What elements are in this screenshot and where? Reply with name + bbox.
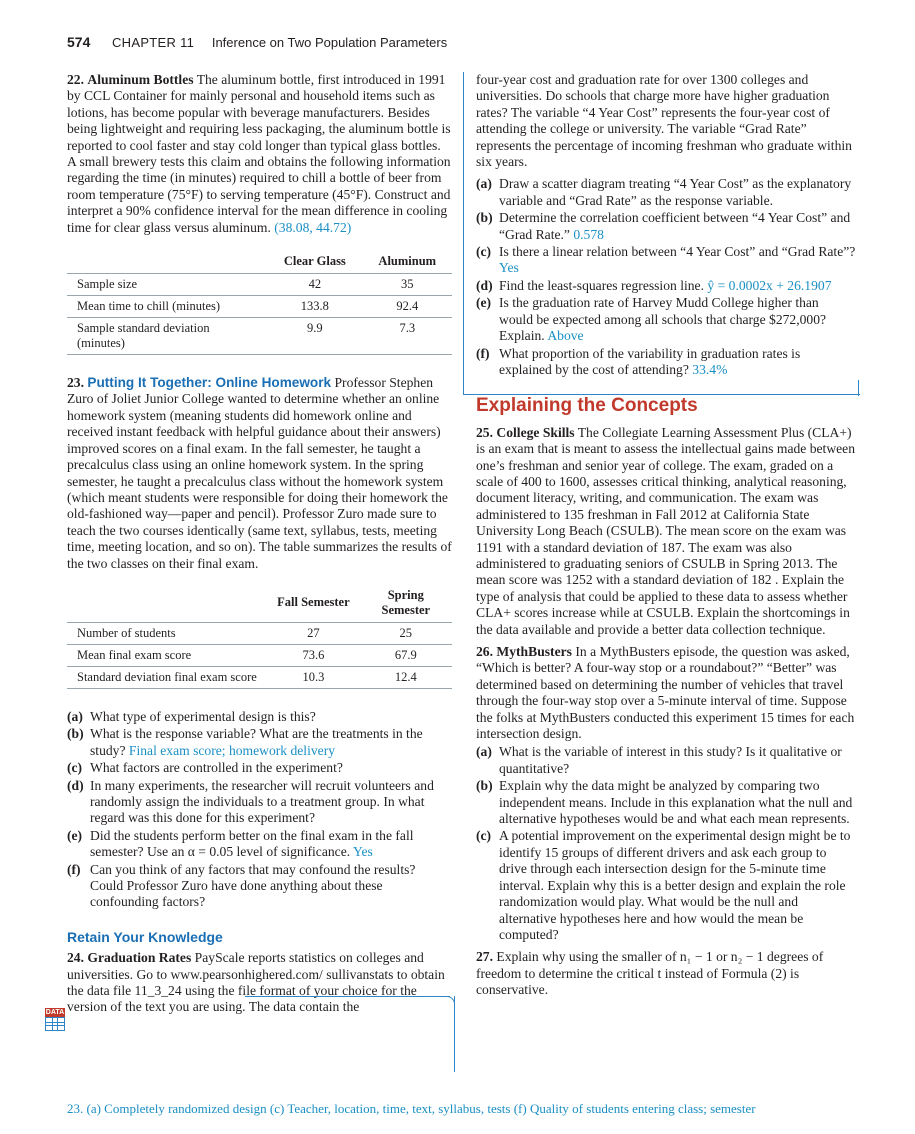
table-cell: 7.3 bbox=[363, 318, 453, 355]
list-item bbox=[67, 726, 452, 759]
part-tag: (c) bbox=[476, 244, 492, 260]
part-tag: (d) bbox=[476, 277, 493, 293]
problem-24-title: Graduation Rates bbox=[87, 950, 192, 966]
problem-23 bbox=[67, 375, 452, 572]
part-answer: Above bbox=[547, 328, 584, 344]
part-text: Draw a scatter diagram treating “4 Year Cost” as the explanatory variable and “Grad Rate” as the response variable. bbox=[499, 176, 852, 208]
table-cell: Mean final exam score bbox=[67, 644, 267, 666]
table-header-cell: Clear Glass bbox=[283, 254, 346, 269]
problem-27 bbox=[476, 949, 856, 998]
table-cell: 67.9 bbox=[360, 644, 452, 666]
table-cell: 42 bbox=[267, 274, 362, 296]
table-cell: 73.6 bbox=[267, 644, 359, 666]
part-text: Find the least-squares regression line. bbox=[499, 277, 704, 293]
part-text: Did the students perform better on the final exam in the fall semester? Use an α = 0.05 level of significance. bbox=[90, 827, 414, 860]
table-cell: 133.8 bbox=[267, 296, 362, 318]
part-text: What type of experimental design is this? bbox=[90, 708, 316, 724]
table-cell: 25 bbox=[360, 622, 452, 644]
table-row bbox=[67, 318, 452, 355]
problem-25-title: College Skills bbox=[496, 424, 575, 440]
table-cell: 27 bbox=[267, 622, 359, 644]
problem-26-parts bbox=[476, 744, 856, 943]
retain-your-knowledge bbox=[67, 929, 452, 1016]
problem-24-parts bbox=[476, 176, 856, 378]
part-tag: (b) bbox=[476, 210, 493, 226]
problem-24-text-right: four-year cost and graduation rate for over 1300 colleges and universities. Do schools that charge more have higher graduation rates? The variable “4 Year Cost” represents the four-year cost of attending the college or university. The variable “Grad Rate” represents the percentage of incoming freshman who graduate within six years. bbox=[476, 72, 852, 170]
table-cell: 12.4 bbox=[360, 666, 452, 688]
list-item bbox=[476, 278, 856, 294]
problem-24-continued bbox=[476, 72, 856, 170]
part-tag: (c) bbox=[476, 828, 492, 844]
table-header-cell: Spring Semester bbox=[381, 587, 431, 617]
running-header bbox=[67, 34, 447, 50]
list-item bbox=[476, 210, 856, 243]
table-row bbox=[67, 622, 452, 644]
problem-26-number: 26. bbox=[476, 644, 493, 659]
part-tag: (c) bbox=[67, 760, 83, 776]
table-cell: Mean time to chill (minutes) bbox=[67, 296, 267, 318]
part-text: Determine the correlation coefficient between “4 Year Cost” and “Grad Rate.” bbox=[499, 210, 851, 242]
part-text: A potential improvement on the experimental design might be to identify 15 groups of different drivers and ask each group to drive through each intersection design for the 5-minute time interval. Explain why this is a better design and explain the role randomization would play. What would be the null and alternative hypotheses here and how would the mean be computed? bbox=[499, 828, 851, 942]
table-cell: Standard deviation final exam score bbox=[67, 666, 267, 688]
retain-box-right-side-line bbox=[463, 72, 466, 394]
table-cell: 10.3 bbox=[267, 666, 359, 688]
part-tag: (b) bbox=[67, 726, 84, 742]
list-item bbox=[476, 346, 856, 379]
problem-24-start bbox=[67, 950, 452, 1016]
part-tag: (d) bbox=[67, 777, 84, 793]
part-answer: Final exam score; homework delivery bbox=[128, 742, 336, 758]
part-tag: (a) bbox=[476, 744, 492, 760]
table-cell: Sample size bbox=[67, 274, 267, 296]
problem-27-text: Explain why using the smaller of n₁ − 1 or n₂ − 1 degrees of freedom to determine the critical t instead of Formula (2) is conservative. bbox=[476, 949, 824, 998]
table-cell: Sample standard deviation (minutes) bbox=[67, 318, 267, 355]
table-header-cell bbox=[67, 584, 267, 623]
problem-23-number: 23. bbox=[67, 375, 84, 391]
page-number: 574 bbox=[67, 34, 91, 50]
answer-footer: 23. (a) Completely randomized design (c) Teacher, location, time, text, syllabus, tests (f) Quality of students entering class; semester bbox=[67, 1101, 756, 1116]
data-icon-label: DATA bbox=[45, 1009, 65, 1016]
problem-25-number: 25. bbox=[476, 424, 493, 440]
problem-23-text: Professor Stephen Zuro of Joliet Junior College wanted to determine whether an online homework system (meaning students did homework online and received instant feedback with helpful guidance about their answers) improved scores on a final exam. In the fall semester, he taught a precalculus class using an online homework system. In the spring semester, he taught a precalculus class without the homework system (which meant students were responsible for doing their homework the old-fashioned way—paper and pencil). Professor Zuro made sure to teach the two courses identically (same text, syllabus, tests, meeting time, meeting location, and so on). The table summarizes the results of the two classes on their final exam. bbox=[67, 375, 452, 571]
part-tag: (b) bbox=[476, 778, 493, 794]
part-tag: (f) bbox=[67, 861, 81, 877]
part-tag: (e) bbox=[67, 827, 83, 843]
table-header-cell bbox=[67, 250, 267, 274]
part-tag: (a) bbox=[476, 176, 492, 192]
list-item bbox=[67, 862, 452, 911]
table-header-row bbox=[67, 250, 452, 274]
part-answer: Yes bbox=[499, 260, 519, 276]
part-text: Is the graduation rate of Harvey Mudd College higher than would be expected among all schools that charge $272,000? Explain. bbox=[499, 295, 827, 344]
part-text: In many experiments, the researcher will recruit volunteers and randomly assign the individuals to a treatment group. In what regard was this done for this experiment? bbox=[90, 777, 434, 826]
retain-box-top-line bbox=[245, 996, 450, 997]
problem-24-text-left: PayScale reports statistics on colleges and universities. Go to www.pearsonhighered.com/ sullivanstats to obtain the data file 11_3_24 using the file format of your choice for the version of the text you are using. The data contain the bbox=[67, 950, 445, 1015]
part-text: What factors are controlled in the experiment? bbox=[90, 760, 343, 776]
problem-22-number: 22. bbox=[67, 72, 84, 87]
part-answer: 0.578 bbox=[573, 226, 604, 242]
table-header-cell: Fall Semester bbox=[277, 595, 350, 610]
problem-22-answer: (38.08, 44.72) bbox=[274, 219, 352, 235]
part-text: What is the response variable? What are the treatments in the study? bbox=[90, 726, 423, 758]
retain-box-side-line bbox=[454, 996, 455, 1072]
chapter-title: Inference on Two Population Parameters bbox=[211, 35, 448, 50]
list-item bbox=[67, 709, 452, 725]
retain-box-end-line bbox=[858, 380, 859, 396]
list-item bbox=[476, 744, 856, 777]
retain-title: Retain Your Knowledge bbox=[67, 928, 223, 945]
list-item bbox=[476, 828, 856, 943]
table-header-row bbox=[67, 584, 452, 623]
list-item bbox=[476, 778, 856, 827]
part-tag: (e) bbox=[476, 295, 492, 311]
table-cell: 35 bbox=[363, 274, 453, 296]
table-row bbox=[67, 296, 452, 318]
part-answer: ŷ = 0.0002x + 26.1907 bbox=[707, 277, 832, 293]
part-text: What proportion of the variability in graduation rates is explained by the cost of attending? bbox=[499, 345, 801, 377]
problem-23-title: Putting It Together: Online Homework bbox=[87, 375, 332, 391]
problem-25 bbox=[476, 425, 856, 638]
left-column bbox=[67, 72, 452, 1022]
problem-22-title: Aluminum Bottles bbox=[87, 72, 194, 87]
section-title: Explaining the Concepts bbox=[476, 395, 698, 417]
list-item bbox=[476, 244, 856, 277]
problem-26 bbox=[476, 644, 856, 742]
part-text: Explain why the data might be analyzed by comparing two independent means. Include in this explanation what the null and alternative hypotheses would be and what each mean represents. bbox=[499, 778, 853, 827]
problem-22-text: The aluminum bottle, first introduced in 1991 by CCL Container for mainly personal and household items such as lotions, has become popular with beverage manufacturers. Besides being lightweight and requiring less packaging, the aluminum bottle is reported to cool faster and stay cold longer than typical glass bottles. A small brewery tests this claim and obtains the following information regarding the time (in minutes) required to chill a bottle of beer from room temperature (75°F) to serving temperature (45°F). Construct and interpret a 90% confidence interval for the mean difference in cooling time for clear glass versus aluminum. bbox=[67, 72, 451, 235]
problem-25-text: The Collegiate Learning Assessment Plus (CLA+) is an exam that is meant to assess the intellectual gains made between one’s freshman and senior year of college. The exam, graded on a scale of 400 to 1600, assesses critical thinking, analytical reasoning, document literacy, writing, and communication. The exam was administered to 135 freshman in Fall 2012 at California State University Long Beach (CSULB). The mean score on the exam was 1191 with a standard deviation of 187. The exam was also administered to graduating seniors of CSULB in Spring 2013. The mean score was 1252 with a standard deviation of 182 . Explain the type of analysis that could be applied to these data to assess whether CLA+ scores increase while at CSULB. Explain the shortcomings in the data available and provide a better data collection technique. bbox=[476, 424, 855, 637]
data-grid-icon bbox=[45, 1017, 65, 1031]
list-item bbox=[67, 760, 452, 776]
part-answer: 33.4% bbox=[692, 361, 728, 377]
aluminum-bottles-table bbox=[67, 250, 452, 355]
problem-26-text: In a MythBusters episode, the question was asked, “Which is better? A four-way stop or a roundabout?” “Better” was determined based on determining the number of vehicles that travel through the four-way stop over a 5-minute interval of time. Suppose the folks at MythBusters conducted this experiment 15 times for each intersection design. bbox=[476, 644, 855, 742]
list-item bbox=[476, 295, 856, 344]
table-row bbox=[67, 274, 452, 296]
part-answer: Yes bbox=[353, 844, 373, 860]
problem-27-number: 27. bbox=[476, 949, 493, 965]
part-text: Can you think of any factors that may confound the results? Could Professor Zuro have done anything about these confounding factors? bbox=[90, 861, 416, 910]
data-file-icon bbox=[45, 1008, 65, 1031]
part-text: What is the variable of interest in this study? Is it qualitative or quantitative? bbox=[499, 744, 842, 776]
table-cell: 92.4 bbox=[363, 296, 453, 318]
table-row bbox=[67, 644, 452, 666]
problem-22 bbox=[67, 72, 452, 236]
table-row bbox=[67, 666, 452, 688]
problem-23-parts bbox=[67, 709, 452, 911]
problem-24-number: 24. bbox=[67, 950, 84, 966]
list-item bbox=[67, 828, 452, 861]
right-column bbox=[476, 72, 856, 1005]
part-text: Is there a linear relation between “4 Year Cost” and “Grad Rate”? bbox=[499, 244, 856, 260]
list-item bbox=[476, 176, 856, 209]
chapter-label: CHAPTER 11 bbox=[111, 35, 195, 50]
table-cell: Number of students bbox=[67, 622, 267, 644]
online-homework-table bbox=[67, 584, 452, 689]
table-cell: 9.9 bbox=[267, 318, 362, 355]
part-tag: (a) bbox=[67, 708, 83, 724]
table-header-cell: Aluminum bbox=[378, 254, 437, 269]
list-item bbox=[67, 778, 452, 827]
part-tag: (f) bbox=[476, 345, 490, 361]
problem-26-title: MythBusters bbox=[496, 644, 572, 659]
